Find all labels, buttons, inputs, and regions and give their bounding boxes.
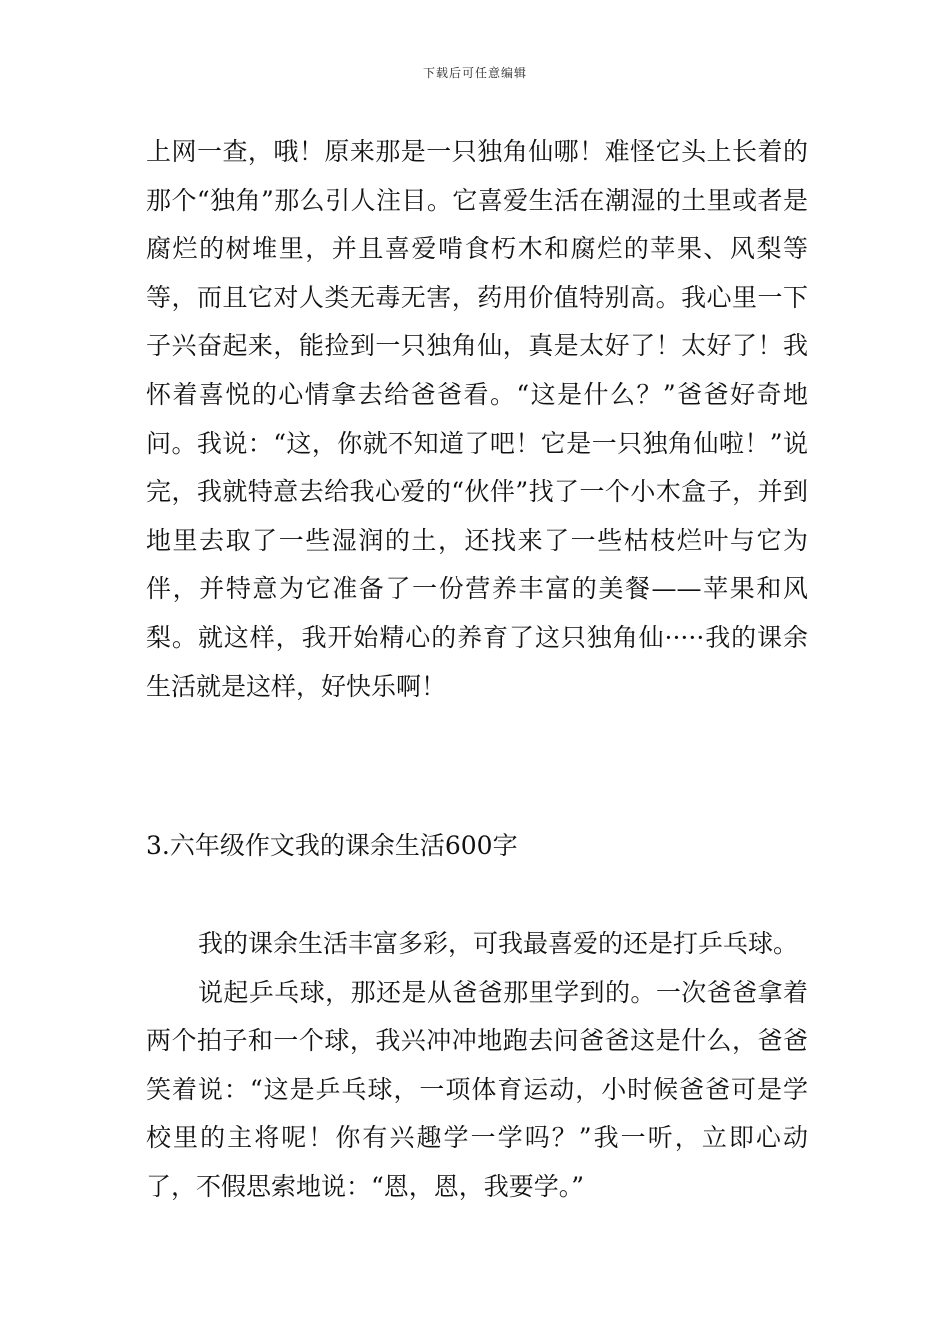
section2-paragraph-2: 说起乒乓球，那还是从爸爸那里学到的。一次爸爸拿着两个拍子和一个球，我兴冲冲地跑去问爸爸这是什么，爸爸笑着说：“这是乒乓球，一项体育运动，小时候爸爸可是学校里的主将呢！你有兴趣学一学吗？”我一听，立即心动了，不假思索地说：“恩，恩，我要学。” (146, 977, 808, 1201)
section2-heading: 3.六年级作文我的课余生活600字 (146, 831, 518, 860)
page-header: 下载后可任意编辑 (422, 66, 527, 80)
section1-paragraph: 上网一查，哦！原来那是一只独角仙哪！难怪它头上长着的那个“独角”那么引人注目。它喜爱生活在潮湿的土里或者是腐烂的树堆里，并且喜爱啃食朽木和腐烂的苹果、风梨等等，而且它对人类无毒无害，药用价值特别高。我心里一下子兴奋起来，能捡到一只独角仙，真是太好了！太好了！我怀着喜悦的心情拿去给爸爸看。“这是什么？”爸爸好奇地问。我说：“这，你就不知道了吧！它是一只独角仙啦！”说完，我就特意去给我心爱的“伙伴”找了一个小木盒子，并到地里去取了一些湿润的土，还找来了一些枯枝烂叶与它为伴，并特意为它准备了一份营养丰富的美餐——苹果和风梨。就这样，我开始精心的养育了这只独角仙·····我的课余生活就是这样，好快乐啊！ (146, 137, 808, 701)
section1-text-block (146, 128, 808, 711)
section2-paragraph-1: 我的课余生活丰富多彩，可我最喜爱的还是打乒乓球。 (198, 929, 799, 958)
section2-text-block (146, 920, 808, 1212)
